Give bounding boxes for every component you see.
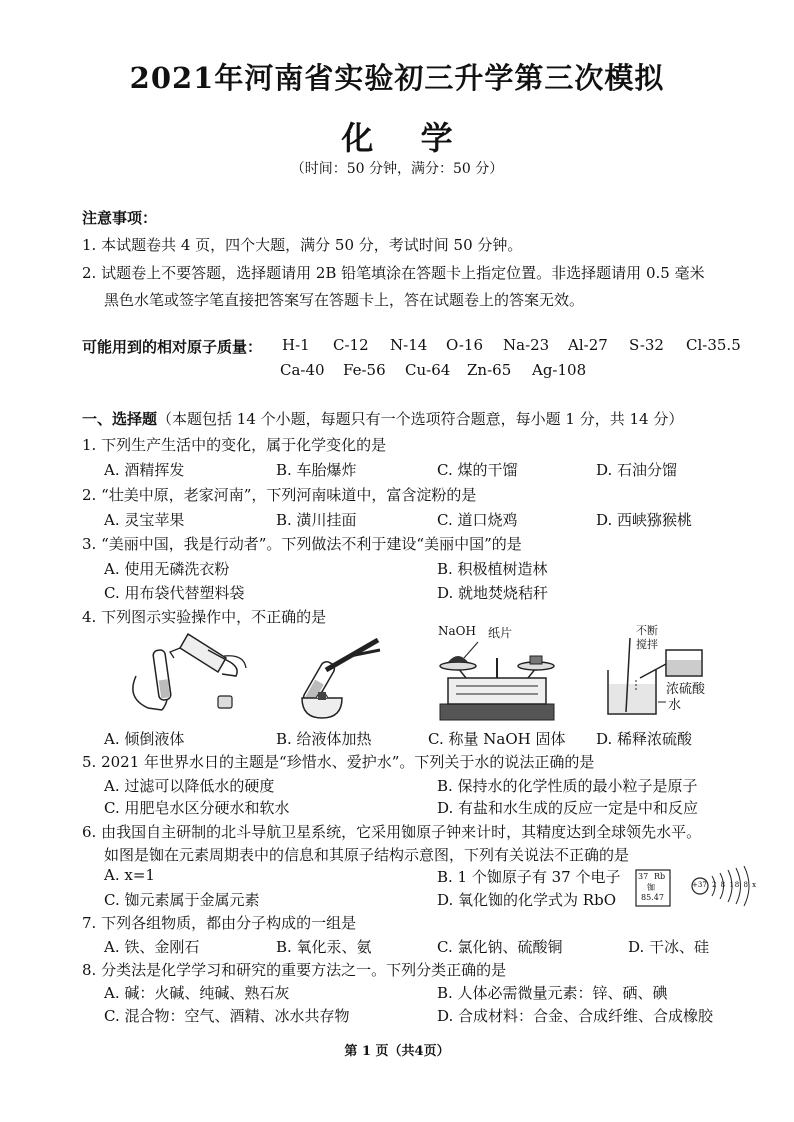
q2-option-d: D. 西峡猕猴桃 [596, 511, 693, 529]
q3-option-a: A. 使用无磷洗衣粉 [104, 560, 230, 578]
section-1-desc: （本题包括 14 个小题，每题只有一个选项符合题意，每小题 1 分，共 14 分） [157, 410, 684, 428]
exam-title: 2021年河南省实验初三升学第三次模拟 [129, 61, 665, 95]
q6-option-d: D. 氧化铷的化学式为 RbO [437, 891, 616, 909]
q5-option-c: C. 用肥皂水区分硬水和软水 [104, 799, 290, 817]
q6-option-a: A. x=1 [104, 866, 155, 884]
q6-option-c: C. 铷元素属于金属元素 [104, 891, 260, 909]
rb-symbol: Rb [654, 872, 666, 881]
q6-stem-line1: 6. 由我国自主研制的北斗导航卫星系统，它采用铷原子钟来计时，其精度达到全球领先水平。 [82, 823, 702, 841]
q8-stem: 8. 分类法是化学学习和研究的重要方法之一。下列分类正确的是 [82, 961, 507, 979]
q6-stem-line2: 如图是铷在元素周期表中的信息和其原子结构示意图，下列有关说法不正确的是 [104, 846, 630, 864]
atomic-mass-cu: Cu-64 [405, 361, 451, 379]
figure-diluting-acid [600, 624, 720, 720]
q3-stem: 3. “美丽中国，我是行动者”。下列做法不利于建设“美丽中国”的是 [82, 535, 522, 553]
q2-option-a: A. 灵宝苹果 [104, 511, 185, 529]
q4-stem: 4. 下列图示实验操作中，不正确的是 [82, 608, 327, 626]
notice-heading: 注意事项： [82, 209, 158, 227]
rb-name: 铷 [647, 883, 655, 892]
section-1-header [82, 408, 683, 429]
atomic-mass-s: S-32 [629, 336, 664, 354]
rb-nucleus: +37 [692, 881, 707, 889]
label-stir-1: 不断 [636, 624, 658, 637]
atomic-mass-c: C-12 [333, 336, 369, 354]
atomic-mass-ag: Ag-108 [532, 361, 587, 379]
label-stir-2: 搅拌 [636, 638, 658, 651]
figure-heating-liquid [292, 626, 392, 722]
notice-item-2-line2: 黑色水笔或签字笔直接把答案写在答题卡上，答在试题卷上的答案无效。 [104, 291, 585, 309]
time-info: （时间：50 分钟，满分：50 分） [290, 161, 504, 177]
section-1-heading: 一、选择题 [82, 410, 158, 428]
q7-option-c: C. 氯化钠、硫酸铜 [437, 938, 563, 956]
atomic-mass-o: O-16 [446, 336, 484, 354]
atomic-mass-h: H-1 [282, 336, 310, 354]
label-water: 水 [668, 698, 682, 713]
rb-shells: 2 8 18 8 x [712, 881, 758, 889]
figure-weighing-naoh [434, 622, 562, 724]
q1-option-c: C. 煤的干馏 [437, 461, 518, 479]
atomic-mass-zn: Zn-65 [467, 361, 512, 379]
figure-rubidium [634, 866, 764, 910]
q4-option-c: C. 称量 NaOH 固体 [428, 730, 566, 748]
page-footer: 第 1 页（共4页） [344, 1044, 450, 1059]
q3-option-b: B. 积极植树造林 [437, 560, 548, 578]
q1-option-a: A. 酒精挥发 [104, 461, 185, 479]
q7-option-b: B. 氧化汞、氨 [276, 938, 372, 956]
q5-stem: 5. 2021 年世界水日的主题是“珍惜水、爱护水”。下列关于水的说法正确的是 [82, 753, 595, 771]
atomic-mass-al: Al-27 [568, 336, 608, 354]
q1-option-b: B. 车胎爆炸 [276, 461, 357, 479]
q3-option-d: D. 就地焚烧秸秆 [437, 584, 549, 602]
q8-option-a: A. 碱：火碱、纯碱、熟石灰 [104, 984, 290, 1002]
q7-option-a: A. 铁、金刚石 [104, 938, 200, 956]
figure-pouring-liquid [118, 628, 258, 720]
atomic-mass-label: 可能用到的相对原子质量： [82, 338, 263, 356]
label-naoh: NaOH [438, 624, 476, 638]
notice-item-1: 1. 本试题卷共 4 页，四个大题，满分 50 分，考试时间 50 分钟。 [82, 236, 523, 254]
q1-stem: 1. 下列生产生活中的变化，属于化学变化的是 [82, 436, 387, 454]
q8-option-c: C. 混合物：空气、酒精、冰水共存物 [104, 1007, 350, 1025]
atomic-mass-ca: Ca-40 [280, 361, 325, 379]
q1-option-d: D. 石油分馏 [596, 461, 678, 479]
notice-item-2-line1: 2. 试题卷上不要答题，选择题请用 2B 铅笔填涂在答题卡上指定位置。非选择题请用 0.5 毫米 [82, 264, 705, 282]
q6-option-b: B. 1 个铷原子有 37 个电子 [437, 868, 621, 886]
atomic-mass-n: N-14 [390, 336, 428, 354]
label-paper: 纸片 [488, 626, 513, 640]
atomic-mass-na: Na-23 [503, 336, 550, 354]
q4-option-b: B. 给液体加热 [276, 730, 372, 748]
rb-atomic-number: 37 [638, 872, 649, 881]
q4-option-d: D. 稀释浓硫酸 [596, 730, 693, 748]
q2-option-b: B. 潢川挂面 [276, 511, 357, 529]
q3-option-c: C. 用布袋代替塑料袋 [104, 584, 245, 602]
label-conc-acid: 浓硫酸 [666, 682, 706, 697]
q7-stem: 7. 下列各组物质，都由分子构成的一组是 [82, 914, 357, 932]
q4-option-a: A. 倾倒液体 [104, 730, 185, 748]
q7-option-d: D. 干冰、硅 [628, 938, 710, 956]
q8-option-b: B. 人体必需微量元素：锌、硒、碘 [437, 984, 668, 1002]
q5-option-d: D. 有盐和水生成的反应一定是中和反应 [437, 799, 699, 817]
atomic-mass-cl: Cl-35.5 [686, 336, 741, 354]
subject-title: 化 学 [341, 119, 471, 157]
q8-option-d: D. 合成材料：合金、合成纤维、合成橡胶 [437, 1007, 714, 1025]
atomic-mass-fe: Fe-56 [343, 361, 386, 379]
q5-option-b: B. 保持水的化学性质的最小粒子是原子 [437, 777, 698, 795]
q5-option-a: A. 过滤可以降低水的硬度 [104, 777, 275, 795]
q2-stem: 2. “壮美中原，老家河南”，下列河南味道中，富含淀粉的是 [82, 486, 477, 504]
rb-atomic-mass: 85.47 [641, 893, 664, 902]
q2-option-c: C. 道口烧鸡 [437, 511, 518, 529]
